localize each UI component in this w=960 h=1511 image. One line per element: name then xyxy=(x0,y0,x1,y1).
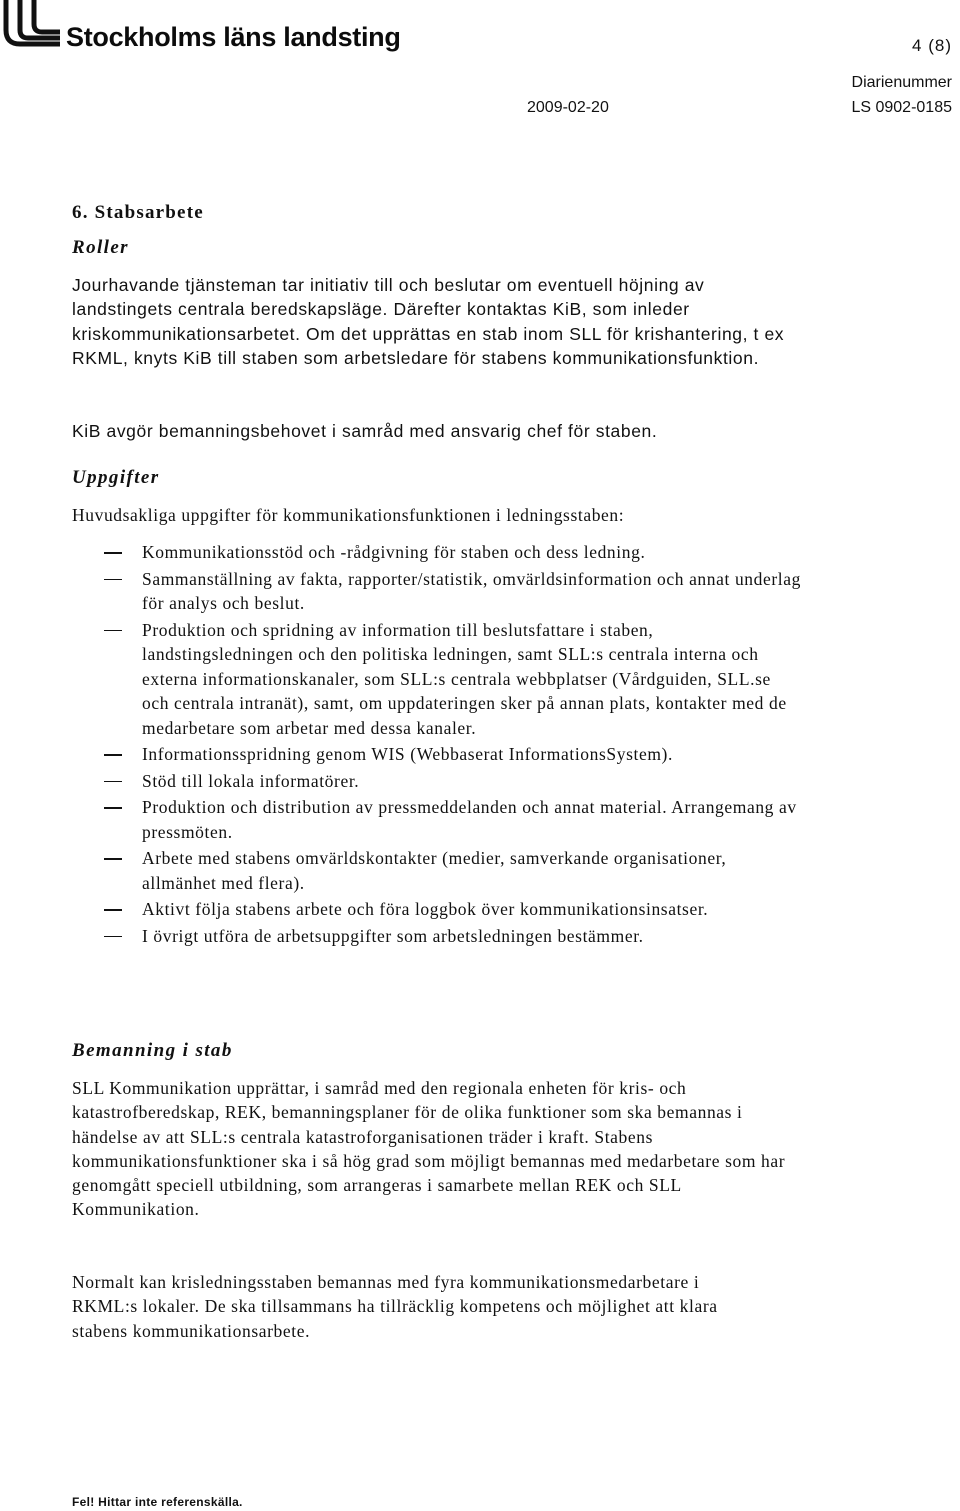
footer-reference-error: Fel! Hittar inte referenskälla. xyxy=(72,1495,243,1509)
dash-bullet-icon xyxy=(104,909,122,911)
bemanning-paragraph-1: SLL Kommunikation upprättar, i samråd med den regionala enheten för kris- och katastrofberedskap, REK, bemanningsplaner för de olika funktioner som ska bemannas i händelse av att SLL:s centrala katastroforganisationen träder i kraft. Stabens kommunikationsfunktioner ska i så hög grad som möjligt bemannas med medarbetare som har genomgått speciell utbildning, som arrangeras i samarbete mellan REK och SLL Kommunikation. xyxy=(72,1078,786,1220)
list-item: Produktion och spridning av information till beslutsfattare i staben, landstingsledningen och den politiska ledningen, samt SLL:s centrala interna och externa informationskanaler, som SLL:s centrala webbplatser (Vårdguiden, SLL.se och centrala intranät), samt, om uppdateringen sker på annan plats, kontakter med de medarbetare som arbetar med dessa kanaler. xyxy=(72,618,802,741)
dash-bullet-icon xyxy=(104,807,122,809)
roller-heading: Roller xyxy=(72,237,129,258)
sll-logo-mark-icon xyxy=(0,0,60,48)
section-title: 6. Stabsarbete xyxy=(72,202,204,223)
dash-bullet-icon xyxy=(104,858,122,860)
list-item: Aktivt följa stabens arbete och föra loggbok över kommunikationsinsatser. xyxy=(72,897,802,922)
organization-name: Stockholms läns landsting xyxy=(66,22,401,52)
diarienummer-value: LS 0902-0185 xyxy=(851,99,952,116)
uppgifter-list xyxy=(72,540,802,948)
uppgifter-intro: Huvudsakliga uppgifter för kommunikationsfunktionen i ledningsstaben: xyxy=(72,505,625,525)
bemanning-paragraph-2: Normalt kan krisledningsstaben bemannas med fyra kommunikationsmedarbetare i RKML:s lokaler. De ska tillsammans ha tillräcklig kompetens och möjlighet att klara stabens kommunikationsarbete. xyxy=(72,1272,718,1341)
list-item: Stöd till lokala informatörer. xyxy=(72,769,802,794)
bemanning-heading: Bemanning i stab xyxy=(72,1040,233,1061)
dash-bullet-icon xyxy=(104,579,122,581)
roller-paragraph-1: Jourhavande tjänsteman tar initiativ till och beslutar om eventuell höjning av landstingets centrala beredskapsläge. Därefter kontaktas KiB, som inleder kriskommunikationsarbetet. Om det upprättas en stab inom SLL för krishantering, t ex RKML, knyts KiB till staben som arbetsledare för stabens kommunikationsfunktion. xyxy=(72,275,785,368)
list-item: Produktion och distribution av pressmeddelanden och annat material. Arrangemang av pressmöten. xyxy=(72,795,802,844)
uppgifter-heading: Uppgifter xyxy=(72,467,160,488)
list-item: Sammanställning av fakta, rapporter/statistik, omvärldsinformation och annat underlag för analys och beslut. xyxy=(72,567,802,616)
dash-bullet-icon xyxy=(104,754,122,756)
dash-bullet-icon xyxy=(104,936,122,938)
dash-bullet-icon xyxy=(104,630,122,632)
roller-paragraph-2: KiB avgör bemanningsbehovet i samråd med ansvarig chef för staben. xyxy=(72,421,658,441)
document-date: 2009-02-20 xyxy=(527,99,609,116)
diarienummer-label: Diarienummer xyxy=(851,74,952,91)
list-item: I övrigt utföra de arbetsuppgifter som arbetsledningen bestämmer. xyxy=(72,924,802,949)
list-item: Kommunikationsstöd och -rådgivning för staben och dess ledning. xyxy=(72,540,802,565)
dash-bullet-icon xyxy=(104,781,122,783)
dash-bullet-icon xyxy=(104,552,122,554)
list-item: Informationsspridning genom WIS (Webbaserat InformationsSystem). xyxy=(72,742,802,767)
list-item: Arbete med stabens omvärldskontakter (medier, samverkande organisationer, allmänhet med flera). xyxy=(72,846,802,895)
page-number: 4 (8) xyxy=(912,36,952,55)
